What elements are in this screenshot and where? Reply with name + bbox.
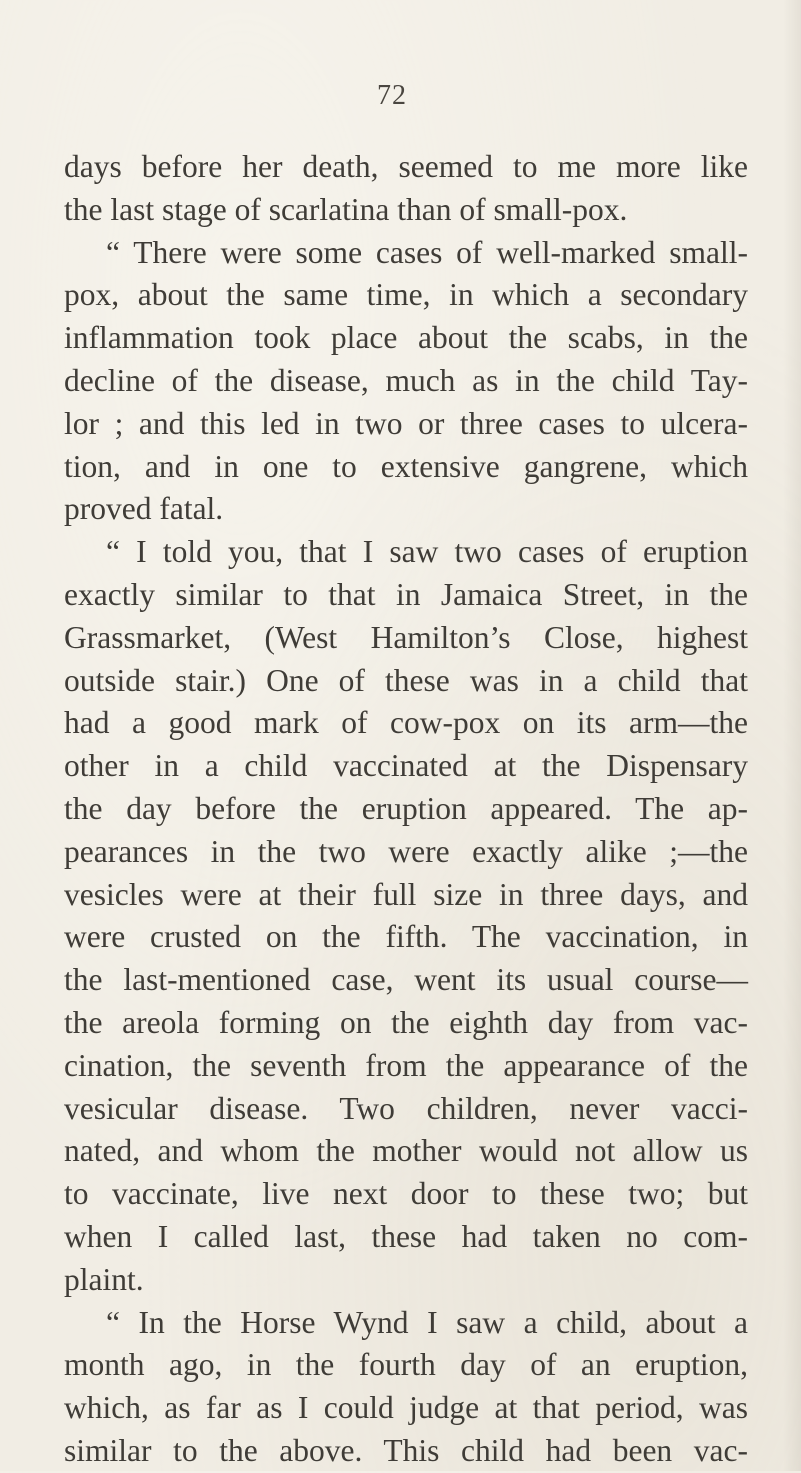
text-line: cination, the seventh from the appearance of the (64, 1047, 748, 1083)
text-line: other in a child vaccinated at the Dispensary (64, 748, 748, 784)
text-line: days before her death, seemed to me more like (64, 149, 748, 184)
text-line: the areola forming on the eighth day from vac- (64, 1004, 748, 1040)
text-line: lor ; and this led in two or three cases to ulcera- (64, 405, 748, 441)
page-number: 72 (377, 80, 407, 111)
text-line: “ In the Horse Wynd I saw a child, about a (106, 1304, 748, 1340)
text-line: similar to the above. This child had been vac- (64, 1432, 748, 1468)
text-line: the day before the eruption appeared. The ap- (64, 790, 748, 826)
text-line: the last-mentioned case, went its usual course— (64, 962, 748, 998)
page-edge-shadow (783, 0, 801, 1471)
text-line: Grassmarket, (West Hamilton’s Close, highest (64, 619, 748, 655)
text-line: exactly similar to that in Jamaica Street, in the (64, 576, 748, 612)
text-line: inflammation took place about the scabs, in the (64, 320, 748, 356)
text-line: pox, about the same time, in which a secondary (64, 277, 748, 313)
text-line: plaint. (64, 1261, 144, 1297)
text-line: vesicular disease. Two children, never vacci- (64, 1090, 748, 1126)
text-line: pearances in the two were exactly alike ;—the (64, 833, 748, 869)
text-line: nated, and whom the mother would not allow us (64, 1133, 748, 1169)
text-line: had a good mark of cow-pox on its arm—the (64, 705, 748, 741)
text-line: “ I told you, that I saw two cases of eruption (106, 534, 748, 570)
text-line: to vaccinate, live next door to these two; but (64, 1176, 748, 1212)
text-line: “ There were some cases of well-marked small- (106, 234, 748, 270)
text-line: were crusted on the fifth. The vaccination, in (64, 919, 748, 955)
text-line: tion, and in one to extensive gangrene, which (64, 448, 748, 484)
text-line: which, as far as I could judge at that period, was (64, 1390, 748, 1426)
text-line: the last stage of scarlatina than of small-pox. (64, 191, 628, 227)
text-line: vesicles were at their full size in three days, and (64, 876, 748, 912)
text-line: decline of the disease, much as in the child Tay- (64, 362, 748, 398)
text-line: outside stair.) One of these was in a child that (64, 662, 748, 698)
text-line: month ago, in the fourth day of an eruption, (64, 1347, 748, 1383)
body-text (64, 146, 748, 1473)
text-line: when I called last, these had taken no com- (64, 1218, 748, 1254)
text-line: proved fatal. (64, 491, 224, 527)
